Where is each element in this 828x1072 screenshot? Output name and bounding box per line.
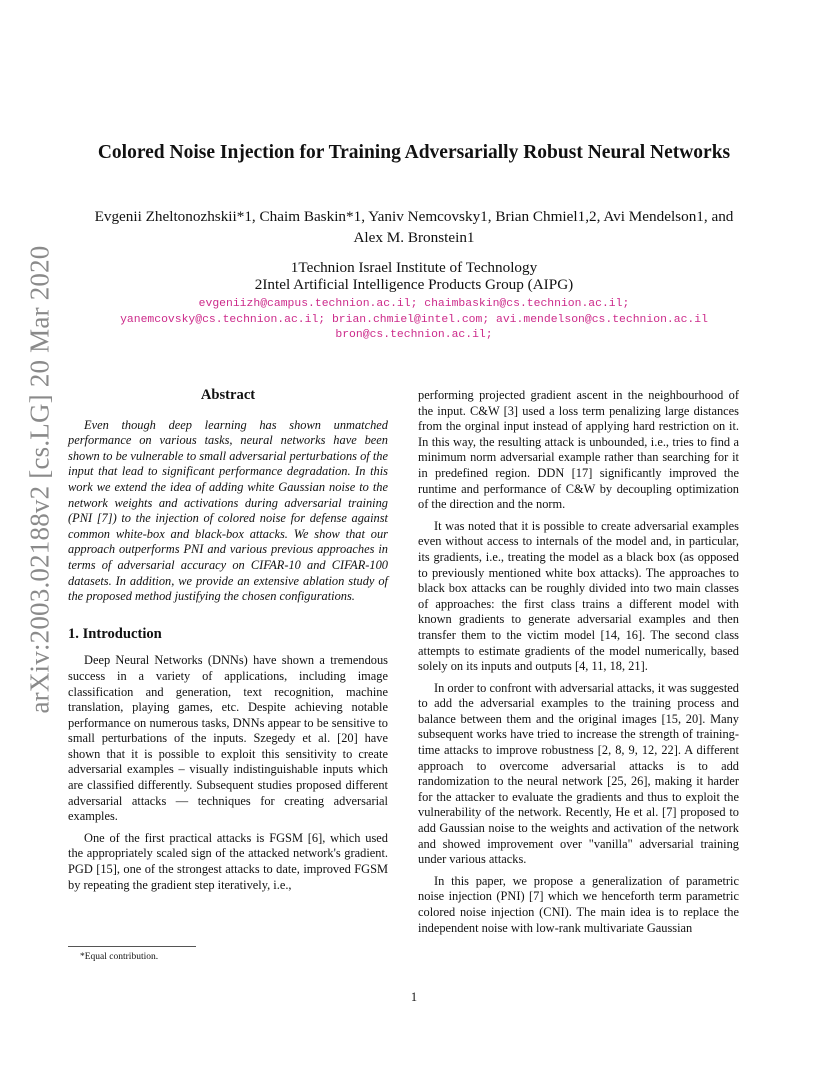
left-column — [68, 388, 388, 893]
author-list: Evgenii Zheltonozhskii*1, Chaim Baskin*1, Yaniv Nemcovsky1, Brian Chmiel1,2, Avi Mendelson1, and Alex M. Bronstein1 — [94, 208, 734, 246]
footnote-divider — [68, 946, 196, 947]
abstract-text: Even though deep learning has shown unmatched performance on various tasks, neural networks have been shown to be vulnerable to small adversarial perturbations of the input that lead to significant performance degradation. In this work we extend the idea of adding white Gaussian noise to the network weights and activations during adversarial training (PNI [7]) to the injection of colored noise for defense against common white-box and black-box attacks. We show that our approach outperforms PNI and various previous approaches in terms of adversarial accuracy on CIFAR-10 and CIFAR-100 datasets. In addition, we provide an extensive ablation study of the proposed method justifying the chosen configurations. — [68, 417, 388, 604]
intro-paragraph: Deep Neural Networks (DNNs) have shown a tremendous success in a variety of applications, including image classification and generation, text recognition, machine translation, playing games, etc. Despite achieving notable performance on numerous tasks, DNNs appear to be sensitive to small perturbations of the inputs. Szegedy et al. [20] have shown that it is possible to exploit this sensitivity to create adversarial examples – visually indistinguishable inputs which are classified differently. Subsequent studies proposed different adversarial attacks — techniques for creating adversarial examples. — [68, 653, 388, 824]
body-paragraph: It was noted that it is possible to create adversarial examples even without access to internals of the model and, in particular, its gradients, i.e., treating the model as a black box (as opposed to previously mentioned white box attacks). The approaches to black box attacks can be roughly divided into two main classes of approaches: the first class trains a different model with known gradients to generate adversarial examples and then transfer them to the victim model [14, 16]. The second class attempts to estimate gradients of the model numerically, based solely on its inputs and outputs [4, 11, 18, 21]. — [418, 518, 739, 674]
affiliation-intel: 2Intel Artificial Intelligence Products Group (AIPG) — [254, 276, 574, 293]
email-block — [0, 297, 828, 344]
right-column — [418, 388, 739, 936]
body-paragraph: In order to confront with adversarial attacks, it was suggested to add the adversarial examples to the training process and balance between them and the original images [15, 20]. Many subsequent works have tried to increase the strength of training-time attacks to improve robustness [2, 8, 9, 12, 22]. A different approach to overcome adversarial attacks is to add randomization to the neural network [25, 26], making it harder for the attacker to evaluate the gradients and thus to exploit the vulnerability of the network. Recently, He et al. [7] proposed to add Gaussian noise to the weights and activation of the network and showed improvement over "vanilla" adversarial training under various attacks. — [418, 680, 739, 867]
page-number: 1 — [410, 990, 418, 1004]
introduction-heading: 1. Introduction — [68, 625, 162, 642]
email-line[interactable]: bron@cs.technion.ac.il; — [335, 329, 493, 341]
email-line[interactable]: yanemcovsky@cs.technion.ac.il; brian.chmiel@intel.com; avi.mendelson@cs.technion.ac.il — [120, 313, 708, 326]
intro-paragraph: One of the first practical attacks is FGSM [6], which used the appropriately scaled sign of the attacked network's gradient. PGD [15], one of the strongest attacks to date, improved FGSM by repeating the gradient step iteratively, i.e., — [68, 830, 388, 892]
abstract-heading: Abstract — [200, 387, 256, 403]
affiliation-technion: 1Technion Israel Institute of Technology — [290, 259, 538, 276]
footnote: *Equal contribution. — [80, 952, 159, 962]
body-paragraph: In this paper, we propose a generalization of parametric noise injection (PNI) [7] which we henceforth term parametric colored noise injection (CNI). The main idea is to replace the independent noise with low-rank multivariate Gaussian — [418, 873, 739, 935]
email-line[interactable]: evgeniizh@campus.technion.ac.il; chaimbaskin@cs.technion.ac.il; — [198, 298, 630, 310]
paper-title: Colored Noise Injection for Training Adversarially Robust Neural Networks — [97, 142, 731, 163]
body-paragraph: performing projected gradient ascent in the neighbourhood of the input. C&W [3] used a loss term penalizing large distances from the orginal input instead of applying hard restriction on it. In this way, the resulting attack is unbounded, i.e., tries to find a minimum norm adversarial example rather than searching for it in predefined region. DDN [17] significantly improved the runtime and performance of C&W by decoupling optimization of the direction and the norm. — [418, 388, 739, 512]
arxiv-stamp-text: arXiv:2003.02188v2 [cs.LG] 20 Mar 2020 — [24, 244, 55, 714]
